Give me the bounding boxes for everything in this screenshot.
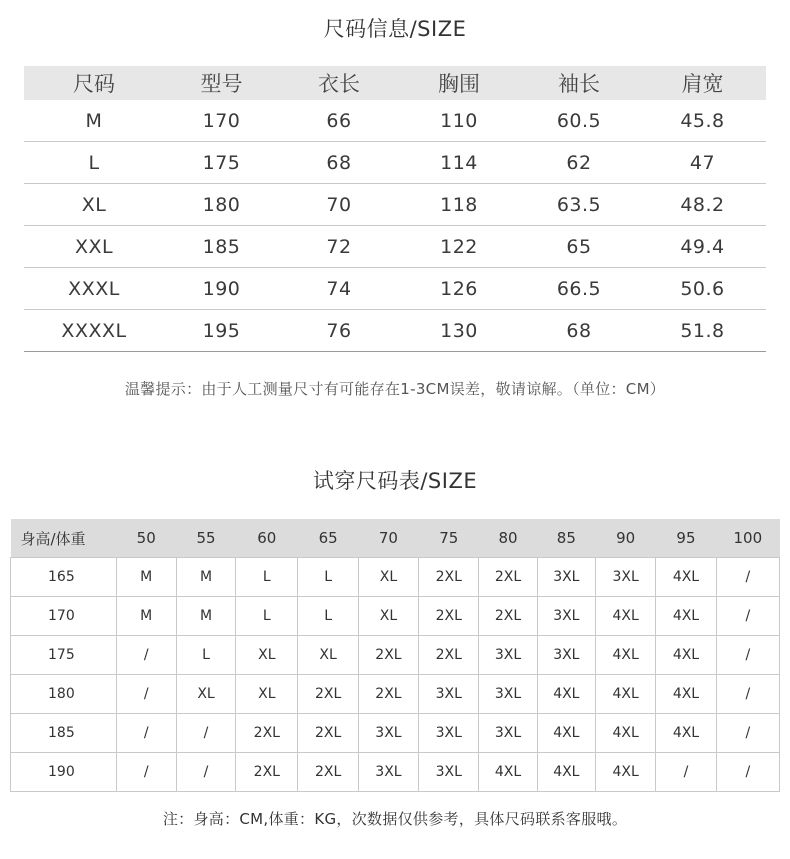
fit-cell-size: / [656,753,716,792]
fit-chart-table [10,519,780,792]
size-info-note: 温馨提示：由于人工测量尺寸有可能存在1-3CM误差，敬请谅解。（单位：CM） [124,380,666,398]
fit-cell-size: 4XL [479,753,537,792]
fit-cell-size: M [176,558,235,597]
fit-cell-size: 4XL [656,714,716,753]
fit-cell-size: / [716,753,779,792]
fit-cell-size: 3XL [419,753,479,792]
fit-cell-size: 3XL [419,675,479,714]
fit-row-height: 175 [11,636,117,675]
fit-cell-size: 3XL [479,714,537,753]
size-info-cell: M [24,100,164,142]
fit-cell-size: XL [358,558,418,597]
size-info-cell: 63.5 [519,184,639,226]
fit-cell-size: 4XL [596,753,656,792]
fit-cell-size: 2XL [358,636,418,675]
fit-cell-size: XL [236,636,298,675]
size-info-cell: 175 [164,142,279,184]
fit-header-height-weight: 身高/体重 [11,519,117,558]
size-info-cell: XXXL [24,268,164,310]
fit-cell-size: 4XL [656,558,716,597]
fit-cell-size: / [116,636,176,675]
fit-chart-row [11,558,780,597]
fit-chart-row [11,714,780,753]
fit-cell-size: / [716,636,779,675]
fit-cell-size: 3XL [596,558,656,597]
fit-cell-size: 4XL [596,714,656,753]
fit-header-weight: 60 [236,519,298,558]
fit-cell-size: / [116,753,176,792]
size-info-row [24,100,766,142]
size-info-cell: 195 [164,310,279,352]
fit-header-weight: 75 [419,519,479,558]
fit-chart-note: 注：身高：CM,体重：KG，次数据仅供参考，具体尺码联系客服哦。 [162,810,628,828]
fit-cell-size: 4XL [656,636,716,675]
fit-cell-size: 2XL [358,675,418,714]
fit-header-weight: 55 [176,519,235,558]
size-info-cell: 68 [519,310,639,352]
fit-cell-size: 3XL [537,558,595,597]
fit-header-weight: 95 [656,519,716,558]
fit-cell-size: / [716,597,779,636]
size-info-cell: 126 [399,268,519,310]
fit-cell-size: 3XL [358,714,418,753]
fit-cell-size: / [176,753,235,792]
size-info-cell: 49.4 [639,226,766,268]
fit-cell-size: 2XL [479,597,537,636]
fit-chart-row [11,597,780,636]
fit-row-height: 180 [11,675,117,714]
size-info-cell: 66 [279,100,399,142]
fit-cell-size: XL [236,675,298,714]
fit-cell-size: L [176,636,235,675]
size-info-cell: 74 [279,268,399,310]
size-info-cell: 190 [164,268,279,310]
fit-cell-size: 4XL [596,636,656,675]
size-info-row [24,184,766,226]
size-info-cell: 68 [279,142,399,184]
fit-header-weight: 100 [716,519,779,558]
header-sleeve: 袖长 [519,66,639,100]
fit-cell-size: 2XL [236,753,298,792]
fit-cell-size: / [116,714,176,753]
fit-cell-size: 2XL [236,714,298,753]
fit-cell-size: XL [358,597,418,636]
size-info-cell: 50.6 [639,268,766,310]
size-info-cell: 185 [164,226,279,268]
fit-cell-size: 3XL [479,636,537,675]
fit-cell-size: L [236,597,298,636]
fit-row-height: 170 [11,597,117,636]
size-info-cell: 66.5 [519,268,639,310]
size-info-cell: 48.2 [639,184,766,226]
fit-cell-size: 4XL [596,675,656,714]
size-info-cell: XL [24,184,164,226]
fit-cell-size: XL [176,675,235,714]
size-info-title: 尺码信息/SIZE [323,17,467,41]
fit-cell-size: XL [298,636,358,675]
size-info-cell: XXL [24,226,164,268]
size-info-table [24,66,766,352]
fit-cell-size: M [116,558,176,597]
size-info-cell: 180 [164,184,279,226]
size-info-cell: 114 [399,142,519,184]
size-info-cell: 62 [519,142,639,184]
fit-chart-row [11,636,780,675]
fit-cell-size: 4XL [537,714,595,753]
fit-row-height: 165 [11,558,117,597]
fit-cell-size: 2XL [298,753,358,792]
fit-chart-row [11,675,780,714]
size-info-header-row [24,66,766,100]
fit-cell-size: 3XL [358,753,418,792]
fit-chart-title: 试穿尺码表/SIZE [312,469,478,493]
size-info-cell: 65 [519,226,639,268]
size-info-cell: 60.5 [519,100,639,142]
fit-header-weight: 90 [596,519,656,558]
size-info-cell: 76 [279,310,399,352]
fit-cell-size: 4XL [537,675,595,714]
fit-cell-size: 3XL [537,636,595,675]
fit-cell-size: 2XL [419,558,479,597]
header-length: 衣长 [279,66,399,100]
size-info-cell: 110 [399,100,519,142]
size-info-cell: 118 [399,184,519,226]
fit-cell-size: / [716,558,779,597]
size-info-cell: 122 [399,226,519,268]
header-chest: 胸围 [399,66,519,100]
size-info-cell: 170 [164,100,279,142]
size-info-row [24,226,766,268]
header-shoulder: 肩宽 [639,66,766,100]
fit-cell-size: 2XL [298,675,358,714]
fit-cell-size: M [116,597,176,636]
size-info-cell: 72 [279,226,399,268]
fit-header-weight: 50 [116,519,176,558]
size-info-cell: L [24,142,164,184]
fit-row-height: 190 [11,753,117,792]
fit-cell-size: 2XL [298,714,358,753]
fit-cell-size: 4XL [596,597,656,636]
fit-cell-size: M [176,597,235,636]
fit-cell-size: 3XL [479,675,537,714]
fit-chart-row [11,753,780,792]
size-info-cell: 51.8 [639,310,766,352]
fit-cell-size: L [298,597,358,636]
fit-cell-size: L [298,558,358,597]
fit-cell-size: / [716,714,779,753]
fit-header-weight: 70 [358,519,418,558]
fit-header-weight: 85 [537,519,595,558]
fit-cell-size: 3XL [537,597,595,636]
fit-cell-size: / [176,714,235,753]
fit-cell-size: 2XL [419,597,479,636]
fit-cell-size: 4XL [537,753,595,792]
header-model: 型号 [164,66,279,100]
size-info-row [24,310,766,352]
fit-cell-size: 4XL [656,597,716,636]
fit-cell-size: 4XL [656,675,716,714]
fit-cell-size: 3XL [419,714,479,753]
fit-cell-size: 2XL [419,636,479,675]
size-info-cell: 45.8 [639,100,766,142]
size-info-cell: 47 [639,142,766,184]
size-info-row [24,142,766,184]
size-info-cell: 130 [399,310,519,352]
fit-cell-size: L [236,558,298,597]
size-info-cell: 70 [279,184,399,226]
fit-cell-size: 2XL [479,558,537,597]
fit-header-weight: 80 [479,519,537,558]
fit-chart-header-row [11,519,780,558]
fit-row-height: 185 [11,714,117,753]
header-size: 尺码 [24,66,164,100]
fit-cell-size: / [116,675,176,714]
size-info-row [24,268,766,310]
fit-header-weight: 65 [298,519,358,558]
fit-cell-size: / [716,675,779,714]
size-info-cell: XXXXL [24,310,164,352]
